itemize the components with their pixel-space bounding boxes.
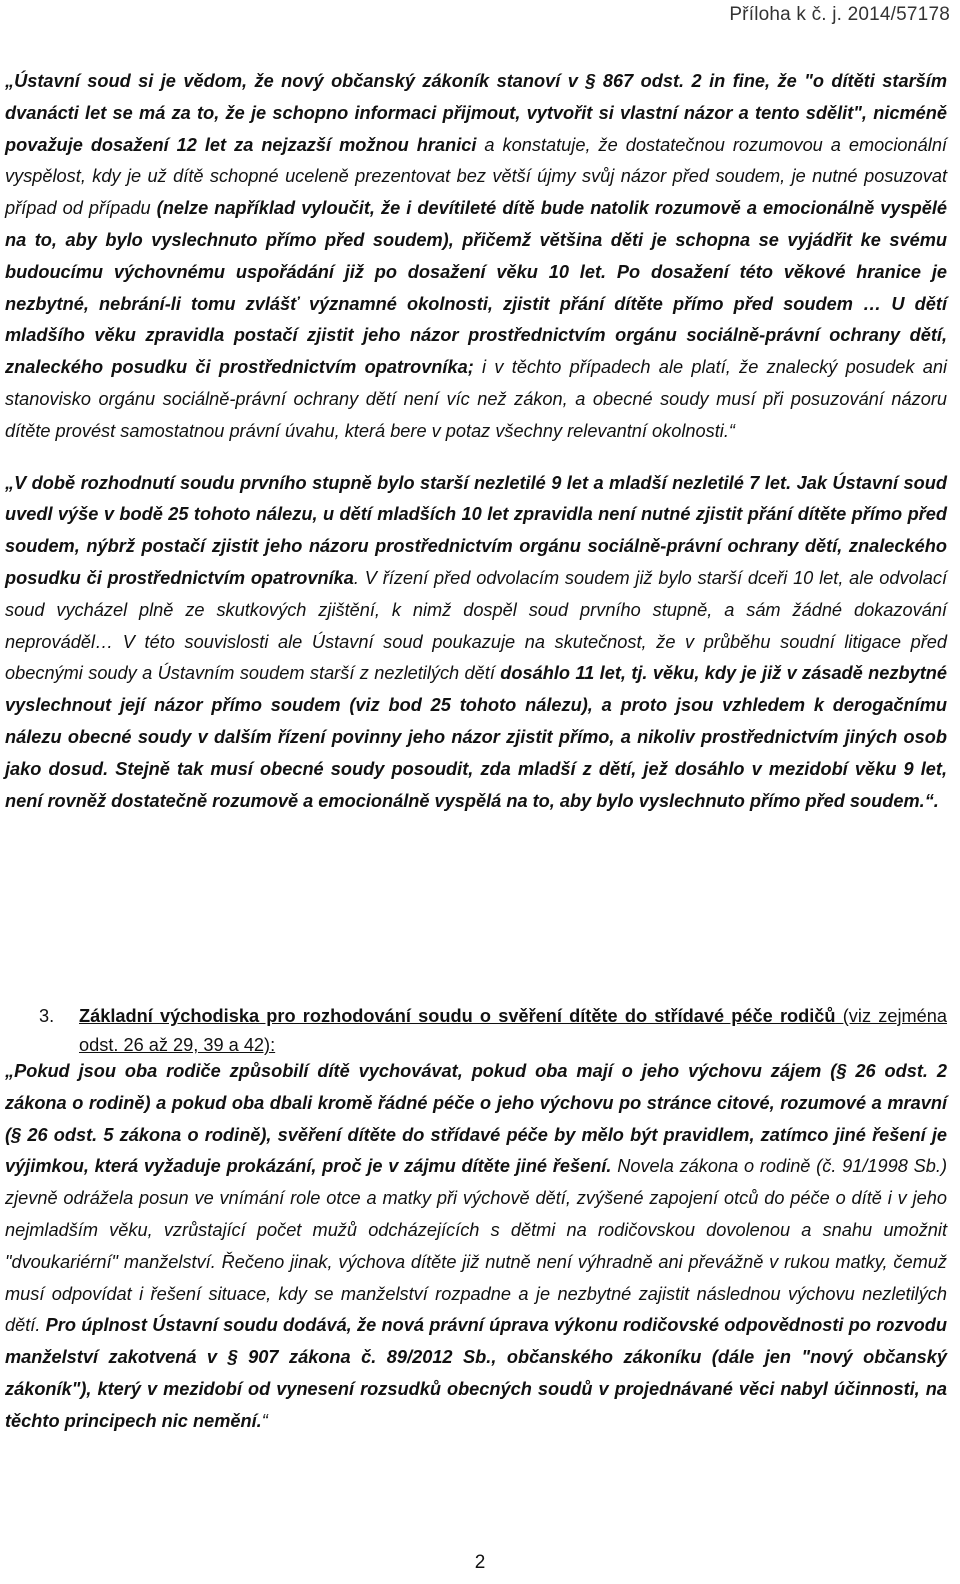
- quote-paragraph-3: [5, 1056, 947, 1438]
- quote1-italic-part: a konstatuje, že dostatečnou rozumovou a emocionální vyspělost, kdy je už dítě schopné uceleně prezentovat bez větší újmy svůj názor před soudem, je nutné posuzovat případ od případu: [5, 134, 947, 219]
- section-3-heading: [5, 1002, 947, 1060]
- quote2-italic-part: . V řízení před odvolacím soudem již bylo starší dceři 10 let, ale odvolací soud vycházel plně ze skutkových zjištění, k nimž dospěl soud prvního stupně, a sám žádné dokazování neprováděl… V této souvislosti ale Ústavní soud poukazuje na skutečnost, že v průběhu soudní litigace před obecnými soudy a Ústavním soudem starší z nezletilých dětí: [5, 567, 947, 684]
- quote1-bold-middle: (nelze například vyloučit, že i devítileté dítě bude natolik rozumově a emocionálně vyspělé na to, aby bylo vyslechnuto přímo před soudem), přičemž většina děti je schopna se vyjádřit ke svému budoucímu výchovnému uspořádání již po dosažení věku 10 let. Po dosažení této věkové hranice je nezbytné, nebrání-li tomu zvlášť významné okolnosti, zjistit přání dítěte přímo před soudem … U dětí mladšího věku zpravidla postačí zjistit jeho názor prostřednictvím orgánu sociálně-právní ochrany dětí, znaleckého posudku či prostřednictvím opatrovníka;: [5, 198, 947, 378]
- quote3-italic-part: Novela zákona o rodině (č. 91/1998 Sb.) zjevně odrážela posun ve vnímání role otce a matky při výchově dětí, zvýšené zapojení otců do péče o dítě i v jeho nejmladším věku, vzrůstající počet mužů odcházejících s dětmi na rodičovskou dovolenou a snahu umožnit "dvoukariérní" manželství. Řečeno jinak, výchova dítěte již nutně není výhradně ani převážně v rukou matky, čemuž musí odpovídat i řešení situace, kdy se manželství rozpadne a je nezbytné zajistit následnou výchovu nezletilých dětí.: [5, 1156, 947, 1336]
- quote3-bold-lead: „Pokud jsou oba rodiče způsobilí dítě vychovávat, pokud oba mají o jeho výchovu zájem (§ 26 odst. 2 zákona o rodině) a pokud oba dbali kromě řádné péče o jeho výchovu po stránce citové, rozumové a mravní (§ 26 odst. 5 zákona o rodině), svěření dítěte do střídavé péče by mělo být pravidlem, zatímco jiné řešení je výjimkou, která vyžaduje prokázání, proč je v zájmu dítěte jiné řešení.: [5, 1061, 947, 1177]
- quote-paragraph-2: [5, 468, 947, 818]
- quote-paragraph-1: [5, 66, 947, 448]
- section-number: 3.: [39, 1006, 55, 1026]
- quote3-close-mark: “: [261, 1410, 268, 1431]
- quote1-italic-end: i v těchto případech ale platí, že znalecký posudek ani stanovisko orgánu sociálně-právní ochrany dětí není víc než zákon, a obecné soudy musí při posuzování názoru dítěte provést samostatnou právní úvahu, která bere v potaz všechny relevantní okolnosti.“: [5, 357, 947, 441]
- quote2-bold-end: dosáhlo 11 let, tj. věku, kdy je již v zásadě nezbytné vyslechnout její názor přímo soudem (viz bod 25 tohoto nálezu), a proto jsou vzhledem k derogačnímu nálezu obecné soudy v dalším řízení povinny jeho názor zjistit přímo, a nikoliv prostřednictvím jiných osob jako dosud. Stejně tak musí obecné soudy posoudit, zda mladší z dětí, jež dosáhlo v mezidobí věku 9 let, není rovněž dostatečně rozumově a emocionálně vyspělá na to, aby bylo vyslechnuto přímo před soudem.“.: [5, 663, 947, 811]
- page-number: 2: [474, 1552, 486, 1573]
- section-title-suffix: (viz zejména odst. 26 až 29, 39 a 42):: [79, 1006, 947, 1055]
- document-body: [5, 66, 947, 817]
- quote3-bold-end: Pro úplnost Ústavní soudu dodává, že nová právní úprava výkonu rodičovské odpovědnosti po rozvodu manželství zakotvená v § 907 zákona č. 89/2012 Sb., občanského zákoníku (dále jen "nový občanský zákoník"), který v mezidobí od vynesení rozsudků obecných soudů v projednávané věci nabyl účinnosti, na těchto principech nic nemění.: [5, 1315, 947, 1431]
- quote2-bold-lead: „V době rozhodnutí soudu prvního stupně bylo starší nezletilé 9 let a mladší nezletilé 7 let. Jak Ústavní soud uvedl výše v bodě 25 tohoto nálezu, u dětí mladších 10 let zpravidla není nutné zjistit přání dítěte přímo před soudem, nýbrž postačí zjistit jeho názoru prostřednictvím orgánu sociálně-právní ochrany dětí, znaleckého posudku či prostřednictvím opatrovníka: [5, 472, 947, 588]
- document-reference: Příloha k č. j. 2014/57178: [729, 4, 950, 25]
- quote-block-3: [5, 1056, 947, 1438]
- quote1-bold-lead: „Ústavní soud si je vědom, že nový občanský zákoník stanoví v § 867 odst. 2 in fine, že "o dítěti starším dvanácti let se má za to, že je schopno informaci přijmout, vytvořit si vlastní názor a tento sdělit", nicméně považuje dosažení 12 let za nejzazší možnou hranici: [5, 71, 947, 155]
- section-title: Základní východiska pro rozhodování soudu o svěření dítěte do střídavé péče rodičů: [79, 1006, 836, 1026]
